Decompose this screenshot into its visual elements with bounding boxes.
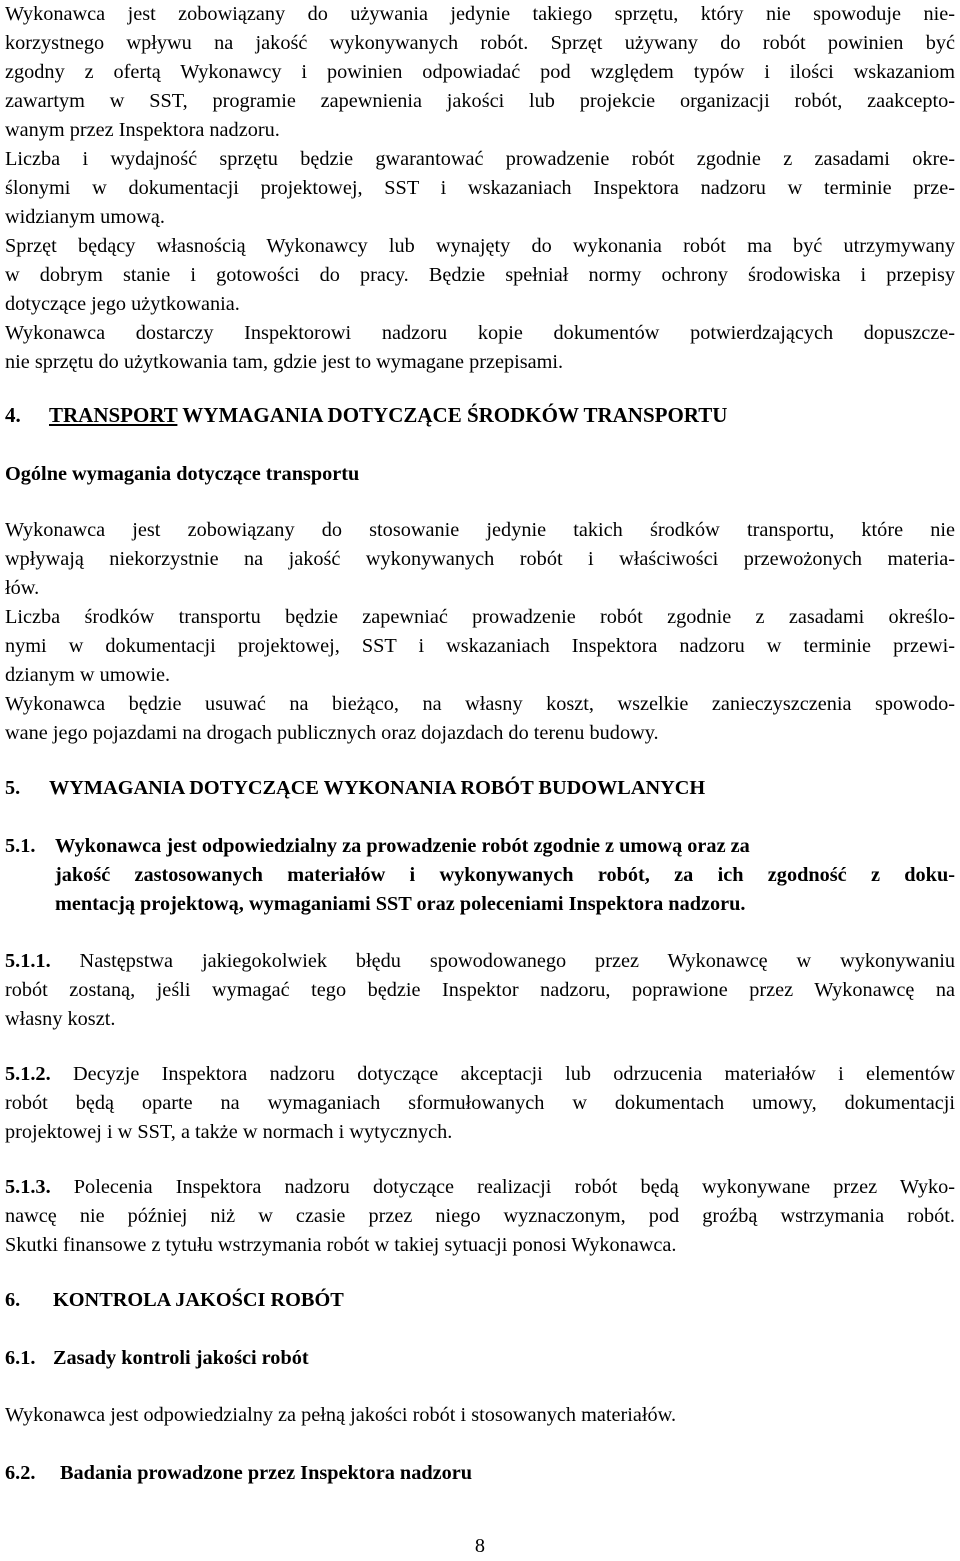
intro-paragraph-2 <box>5 145 955 232</box>
section-title: WYMAGANIA DOTYCZĄCE WYKONANIA ROBÓT BUDOWLANYCH <box>49 777 706 799</box>
text-line: Skutki finansowe z tytułu wstrzymania robót w takiej sytuacji ponosi Wykonawca. <box>5 1234 677 1256</box>
section-5-1-text <box>55 832 955 919</box>
section-4-paragraph-1 <box>5 516 955 603</box>
text-line: dotyczące jego użytkowania. <box>5 293 240 315</box>
text-line: dzianym w umowie. <box>5 664 171 686</box>
text-line: łów. <box>5 577 40 599</box>
text-line <box>5 1173 955 1202</box>
text-line <box>5 1060 955 1089</box>
section-number: 5.1.2. <box>5 1063 51 1085</box>
intro-paragraph-3 <box>5 232 955 319</box>
text-line: Wykonawca będzie usuwać na bieżąco, na własny koszt, wszelkie zanieczyszczenia spowodo- <box>5 693 955 715</box>
text-span: Polecenia Inspektora nadzoru dotyczące realizacji robót będą wykonywane przez Wyko- <box>50 1176 955 1198</box>
text-line: Wykonawca jest zobowiązany do stosowanie jedynie takich środków transportu, które nie <box>5 519 955 541</box>
text-line: Wykonawca jest odpowiedzialny za prowadzenie robót zgodnie z umową oraz za <box>55 835 750 857</box>
text-line: nie sprzętu do użytkowania tam, gdzie jest to wymagane przepisami. <box>5 351 564 373</box>
section-number: 4. <box>5 403 21 427</box>
page-number: 8 <box>474 1535 486 1557</box>
text-line: nymi w dokumentacji projektowej, SST i wskazaniach Inspektora nadzoru w terminie przewi- <box>5 635 955 657</box>
text-line: Sprzęt będący własnością Wykonawcy lub wynajęty do wykonania robót ma być utrzymywany <box>5 235 955 257</box>
section-6-2-heading <box>5 1459 955 1488</box>
section-title: Badania prowadzone przez Inspektora nadzoru <box>60 1462 473 1484</box>
section-title <box>49 401 727 430</box>
section-5-1 <box>5 832 955 919</box>
text-line: wpływają niekorzystnie na jakość wykonywanych robót i właściwości przewożonych materia- <box>5 548 955 570</box>
text-line: robót będą oparte na wymaganiach sformułowanych w dokumentach umowy, dokumentacji <box>5 1092 955 1114</box>
section-number: 5.1. <box>5 835 36 857</box>
text-line: wane jego pojazdami na drogach publicznych oraz dojazdach do terenu budowy. <box>5 722 659 744</box>
section-title-rest: WYMAGANIA DOTYCZĄCE ŚRODKÓW TRANSPORTU <box>177 403 728 427</box>
text-line: w dobrym stanie i gotowości do pracy. Będzie spełniał normy ochrony środowiska i przepisy <box>5 264 955 286</box>
section-6-1-heading <box>5 1344 955 1373</box>
text-line: wanym przez Inspektora nadzoru. <box>5 119 280 141</box>
text-line: własny koszt. <box>5 1008 116 1030</box>
section-4-paragraph-2 <box>5 603 955 690</box>
section-title: Zasady kontroli jakości robót <box>53 1347 309 1369</box>
section-4-paragraph-3 <box>5 690 955 748</box>
text-line: widzianym umową. <box>5 206 165 228</box>
subheading: Ogólne wymagania dotyczące transportu <box>5 463 360 485</box>
text-line: nawcę nie później niż w czasie przez niego wyznaczonym, pod groźbą wstrzymania robót. <box>5 1205 955 1227</box>
section-title-underlined: TRANSPORT <box>49 403 178 427</box>
text-line: ślonymi w dokumentacji projektowej, SST i wskazaniach Inspektora nadzoru w terminie prze- <box>5 177 955 199</box>
text-line: Liczba i wydajność sprzętu będzie gwarantować prowadzenie robót zgodnie z zasadami okre- <box>5 148 955 170</box>
section-number: 6.2. <box>5 1462 36 1484</box>
section-5-1-3 <box>5 1173 955 1260</box>
text-line: Wykonawca jest odpowiedzialny za pełną jakości robót i stosowanych materiałów. <box>5 1404 677 1426</box>
text-line: jakość zastosowanych materiałów i wykonywanych robót, za ich zgodność z doku- <box>55 864 955 886</box>
text-span: Następstwa jakiegokolwiek błędu spowodowanego przez Wykonawcę w wykonywaniu <box>50 950 955 972</box>
section-number: 6. <box>5 1289 21 1311</box>
text-line: Wykonawca jest zobowiązany do używania jedynie takiego sprzętu, który nie spowoduje nie- <box>5 3 955 25</box>
intro-paragraph-4 <box>5 319 955 377</box>
section-5-1-2 <box>5 1060 955 1147</box>
text-line: projektowej i w SST, a także w normach i wytycznych. <box>5 1121 453 1143</box>
text-line: zgodny z ofertą Wykonawcy i powinien odpowiadać pod względem typów i ilości wskazaniom <box>5 61 955 83</box>
section-number: 6.1. <box>5 1347 36 1369</box>
text-line: zawartym w SST, programie zapewnienia jakości lub projekcie organizacji robót, zaakcepto- <box>5 90 955 112</box>
section-5-heading <box>5 774 955 803</box>
text-line: Wykonawca dostarczy Inspektorowi nadzoru kopie dokumentów potwierdzających dopuszcze- <box>5 322 955 344</box>
section-5-1-1 <box>5 947 955 1034</box>
text-line <box>5 947 955 976</box>
section-title: KONTROLA JAKOŚCI ROBÓT <box>53 1289 344 1311</box>
text-line: robót zostaną, jeśli wymagać tego będzie Inspektor nadzoru, poprawione przez Wykonawcę na <box>5 979 955 1001</box>
section-4-heading <box>5 401 955 430</box>
section-6-heading <box>5 1286 955 1315</box>
intro-paragraph-1 <box>5 0 955 145</box>
section-number: 5.1.3. <box>5 1176 51 1198</box>
text-line: Liczba środków transportu będzie zapewniać prowadzenie robót zgodnie z zasadami określo- <box>5 606 955 628</box>
text-line: mentacją projektową, wymaganiami SST oraz poleceniami Inspektora nadzoru. <box>55 893 746 915</box>
text-line: korzystnego wpływu na jakość wykonywanych robót. Sprzęt używany do robót powinien być <box>5 32 955 54</box>
text-span: Decyzje Inspektora nadzoru dotyczące akceptacji lub odrzucenia materiałów i elementów <box>50 1063 955 1085</box>
document-page <box>5 0 955 1488</box>
section-number: 5.1.1. <box>5 950 51 972</box>
section-number: 5. <box>5 777 21 799</box>
